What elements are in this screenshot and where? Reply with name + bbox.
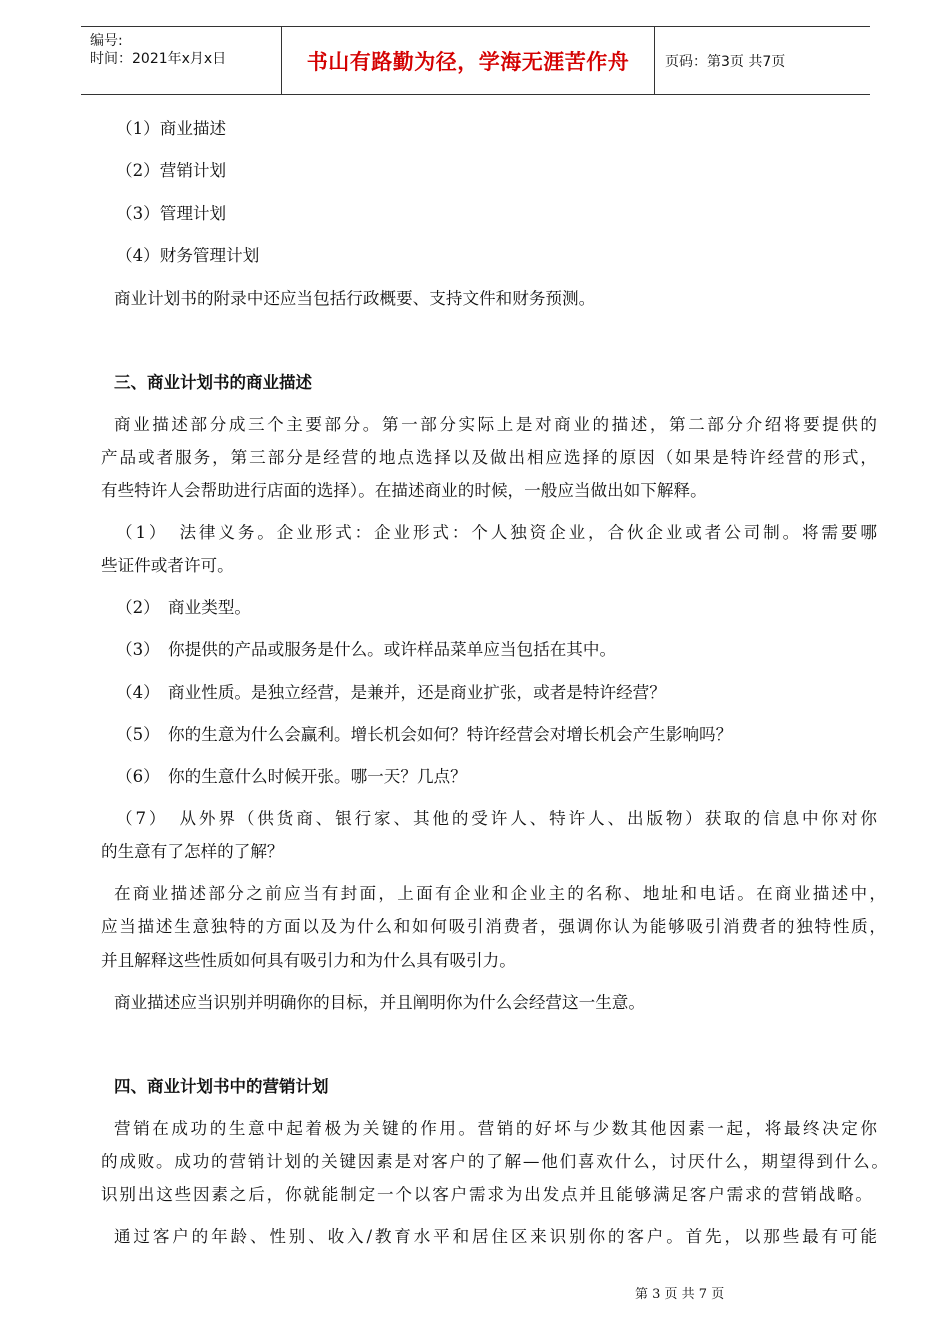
list-item: （3）管理计划 xyxy=(116,204,227,223)
document-time-label: 时间：2021年x月x日 xyxy=(90,51,227,67)
paragraph-line: 的成败。成功的营销计划的关键因素是对客户的了解—他们喜欢什么，讨厌什么，期望得到什么。 xyxy=(101,1152,888,1171)
header-motto: 书山有路勤为径，学海无涯苦作舟 xyxy=(306,49,630,74)
paragraph-line: 产品或者服务，第三部分是经营的地点选择以及做出相应选择的原因（如果是特许经营的形式， xyxy=(101,448,877,467)
section-heading: 四、商业计划书中的营销计划 xyxy=(114,1077,329,1096)
header-motto-cell xyxy=(281,27,655,94)
paragraph-line: 营销在成功的生意中起着极为关键的作用。营销的好坏与少数其他因素一起，将最终决定你 xyxy=(114,1119,877,1138)
paragraph-line: 并且解释这些性质如何具有吸引力和为什么具有吸引力。 xyxy=(101,951,516,970)
paragraph-line: 商业描述部分成三个主要部分。第一部分实际上是对商业的描述，第二部分介绍将要提供的 xyxy=(114,415,877,434)
page-footer: 第 3 页 共 7 页 xyxy=(635,1287,725,1302)
list-item-continuation: 的生意有了怎样的了解？ xyxy=(101,842,284,861)
paragraph-line: 有些特许人会帮助进行店面的选择）。在描述商业的时候，一般应当做出如下解释。 xyxy=(101,481,707,500)
document-number-label: 编号: xyxy=(90,33,123,49)
paragraph: 商业描述应当识别并明确你的目标，并且阐明你为什么会经营这一生意。 xyxy=(114,993,645,1012)
header-meta xyxy=(81,27,281,94)
paragraph-line: 通过客户的年龄、性别、收入/教育水平和居住区来识别你的客户。首先，以那些最有可能 xyxy=(114,1227,877,1246)
paragraph-line: 应当描述生意独特的方面以及为什么和如何吸引消费者，强调你认为能够吸引消费者的独特性质， xyxy=(101,917,886,936)
list-item: （5） 你的生意为什么会赢利。增长机会如何？特许经营会对增长机会产生影响吗？ xyxy=(116,725,733,744)
list-item: （4） 商业性质。是独立经营，是兼并，还是商业扩张，或者是特许经营？ xyxy=(116,683,666,702)
list-item: （7） 从外界（供货商、银行家、其他的受许人、特许人、出版物）获取的信息中你对你 xyxy=(116,809,877,828)
paragraph-line: 识别出这些因素之后，你就能制定一个以客户需求为出发点并且能够满足客户需求的营销战略。 xyxy=(101,1185,872,1204)
list-item: （1） 法律义务。企业形式：企业形式：个人独资企业，合伙企业或者公司制。将需要哪 xyxy=(116,523,877,542)
list-item: （2） 商业类型。 xyxy=(116,598,252,617)
list-item: （1）商业描述 xyxy=(116,119,227,138)
header-page-info: 页码：第3页 共7页 xyxy=(665,53,786,70)
paragraph: 商业计划书的附录中还应当包括行政概要、支持文件和财务预测。 xyxy=(114,289,596,308)
section-heading: 三、商业计划书的商业描述 xyxy=(114,373,312,392)
list-item: （6） 你的生意什么时候开张。哪一天？几点？ xyxy=(116,767,467,786)
paragraph-line: 在商业描述部分之前应当有封面，上面有企业和企业主的名称、地址和电话。在商业描述中， xyxy=(114,884,886,903)
list-item: （2）营销计划 xyxy=(116,161,227,180)
list-item-continuation: 些证件或者许可。 xyxy=(101,556,234,575)
page-header xyxy=(81,26,870,95)
list-item: （4）财务管理计划 xyxy=(116,246,260,265)
list-item: （3） 你提供的产品或服务是什么。或许样品菜单应当包括在其中。 xyxy=(116,640,617,659)
